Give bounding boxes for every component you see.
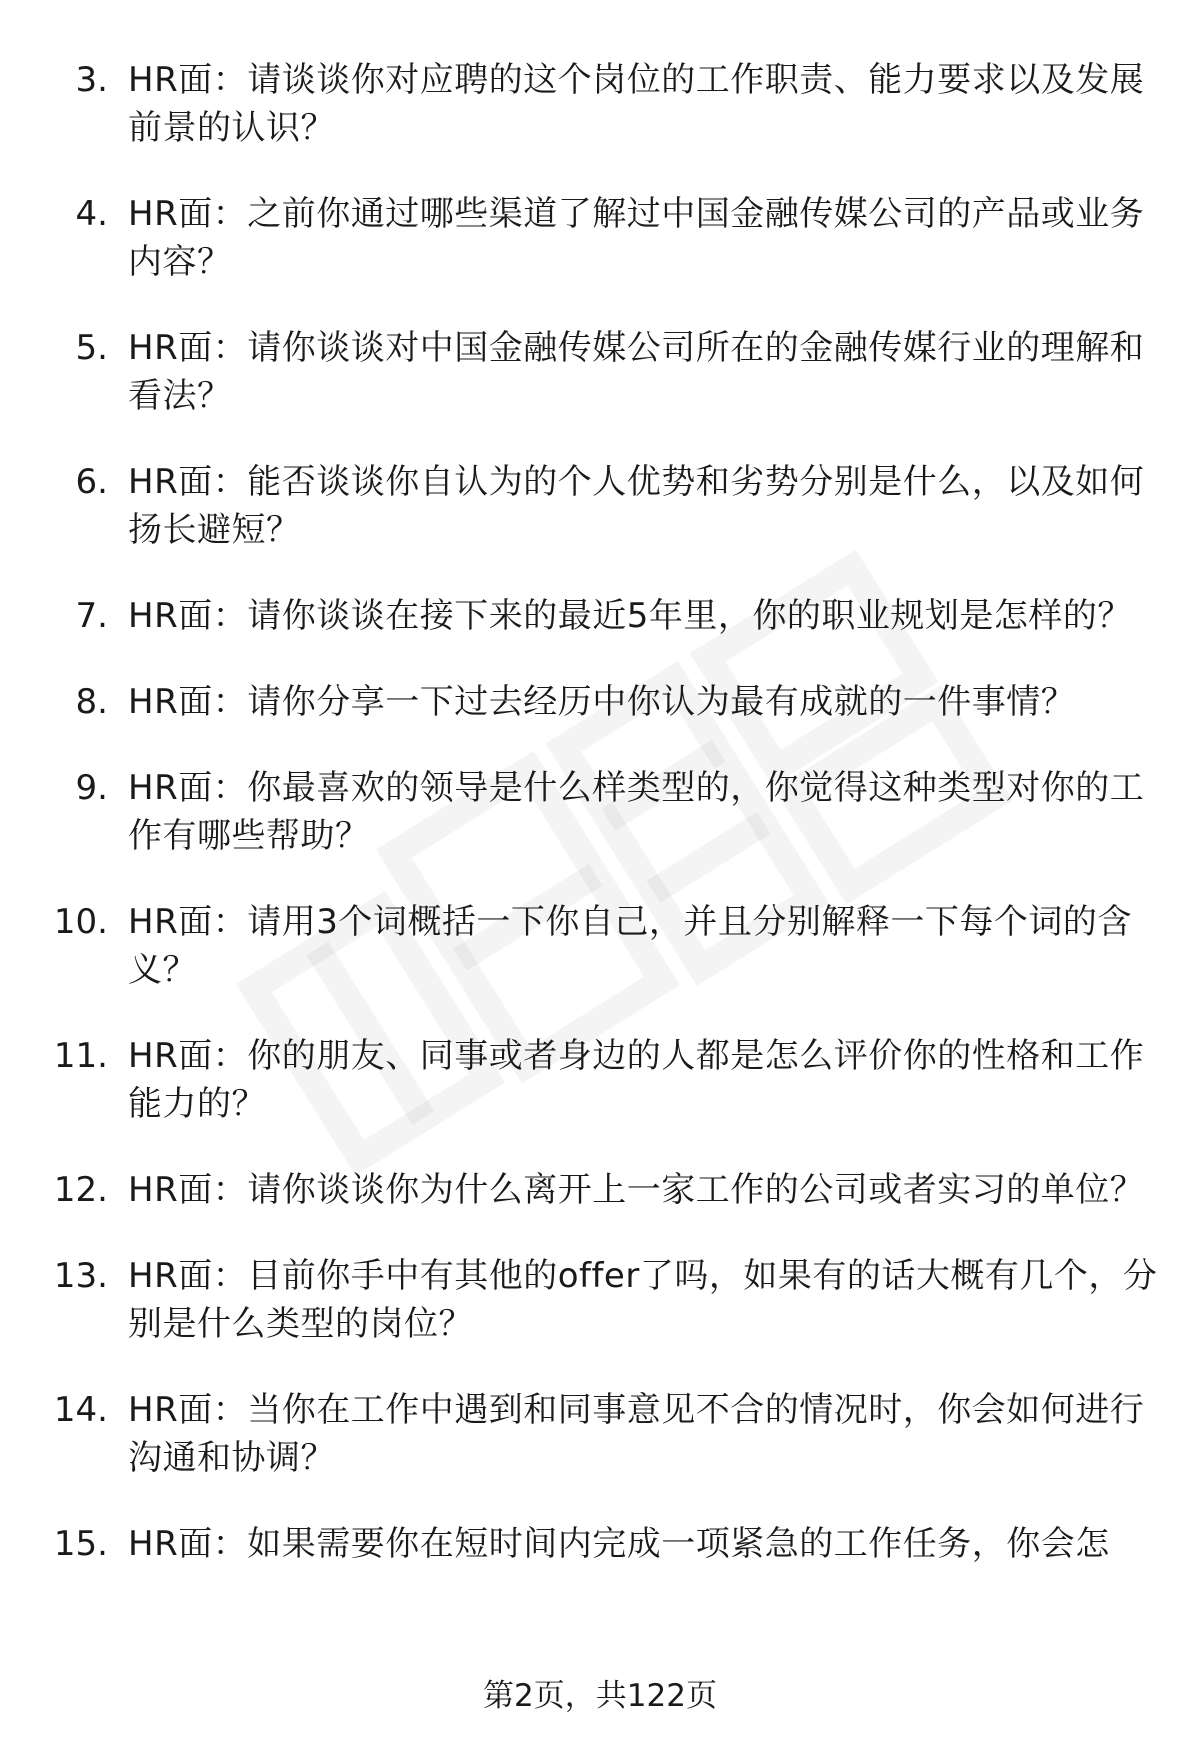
list-item bbox=[0, 898, 1200, 994]
question-text: HR面：目前你手中有其他的offer了吗，如果有的话大概有几个，分别是什么类型的岗位？ bbox=[128, 1256, 1158, 1344]
list-item bbox=[0, 1166, 1200, 1214]
question-text: HR面：当你在工作中遇到和同事意见不合的情况时，你会如何进行沟通和协调？ bbox=[128, 1390, 1145, 1478]
list-item bbox=[0, 458, 1200, 554]
question-number: 4. bbox=[75, 194, 108, 234]
question-list bbox=[0, 56, 1200, 1606]
list-item bbox=[0, 678, 1200, 726]
list-item bbox=[0, 1386, 1200, 1482]
question-number: 10. bbox=[53, 902, 108, 942]
question-number: 8. bbox=[75, 682, 108, 722]
list-item bbox=[0, 764, 1200, 860]
question-number: 12. bbox=[53, 1170, 108, 1210]
question-text: HR面：之前你通过哪些渠道了解过中国金融传媒公司的产品或业务内容？ bbox=[128, 194, 1145, 282]
list-item bbox=[0, 190, 1200, 286]
question-number: 15. bbox=[53, 1524, 108, 1564]
question-text: HR面：你的朋友、同事或者身边的人都是怎么评价你的性格和工作能力的？ bbox=[128, 1036, 1145, 1124]
question-text: HR面：请你分享一下过去经历中你认为最有成就的一件事情？ bbox=[128, 682, 1076, 722]
question-text: HR面：请你谈谈你为什么离开上一家工作的公司或者实习的单位？ bbox=[128, 1170, 1145, 1210]
question-text: HR面：请谈谈你对应聘的这个岗位的工作职责、能力要求以及发展前景的认识？ bbox=[128, 60, 1145, 148]
question-text: HR面：请用3个词概括一下你自己，并且分别解释一下每个词的含义？ bbox=[128, 902, 1132, 990]
question-text: HR面：能否谈谈你自认为的个人优势和劣势分别是什么，以及如何扬长避短？ bbox=[128, 462, 1145, 550]
question-number: 6. bbox=[75, 462, 108, 502]
question-number: 5. bbox=[75, 328, 108, 368]
question-text: HR面：你最喜欢的领导是什么样类型的，你觉得这种类型对你的工作有哪些帮助？ bbox=[128, 768, 1145, 856]
question-number: 3. bbox=[75, 60, 108, 100]
list-item bbox=[0, 324, 1200, 420]
question-number: 13. bbox=[53, 1256, 108, 1296]
list-item bbox=[0, 592, 1200, 640]
list-item bbox=[0, 1520, 1200, 1568]
question-text: HR面：请你谈谈对中国金融传媒公司所在的金融传媒行业的理解和看法？ bbox=[128, 328, 1145, 416]
list-item bbox=[0, 1252, 1200, 1348]
question-number: 9. bbox=[75, 768, 108, 808]
page-footer: 第2页，共122页 bbox=[483, 1678, 717, 1714]
question-number: 14. bbox=[53, 1390, 108, 1430]
question-number: 7. bbox=[75, 596, 108, 636]
list-item bbox=[0, 1032, 1200, 1128]
list-item bbox=[0, 56, 1200, 152]
question-text: HR面：如果需要你在短时间内完成一项紧急的工作任务，你会怎 bbox=[128, 1524, 1110, 1564]
question-text: HR面：请你谈谈在接下来的最近5年里，你的职业规划是怎样的？ bbox=[128, 596, 1132, 636]
question-number: 11. bbox=[53, 1036, 108, 1076]
